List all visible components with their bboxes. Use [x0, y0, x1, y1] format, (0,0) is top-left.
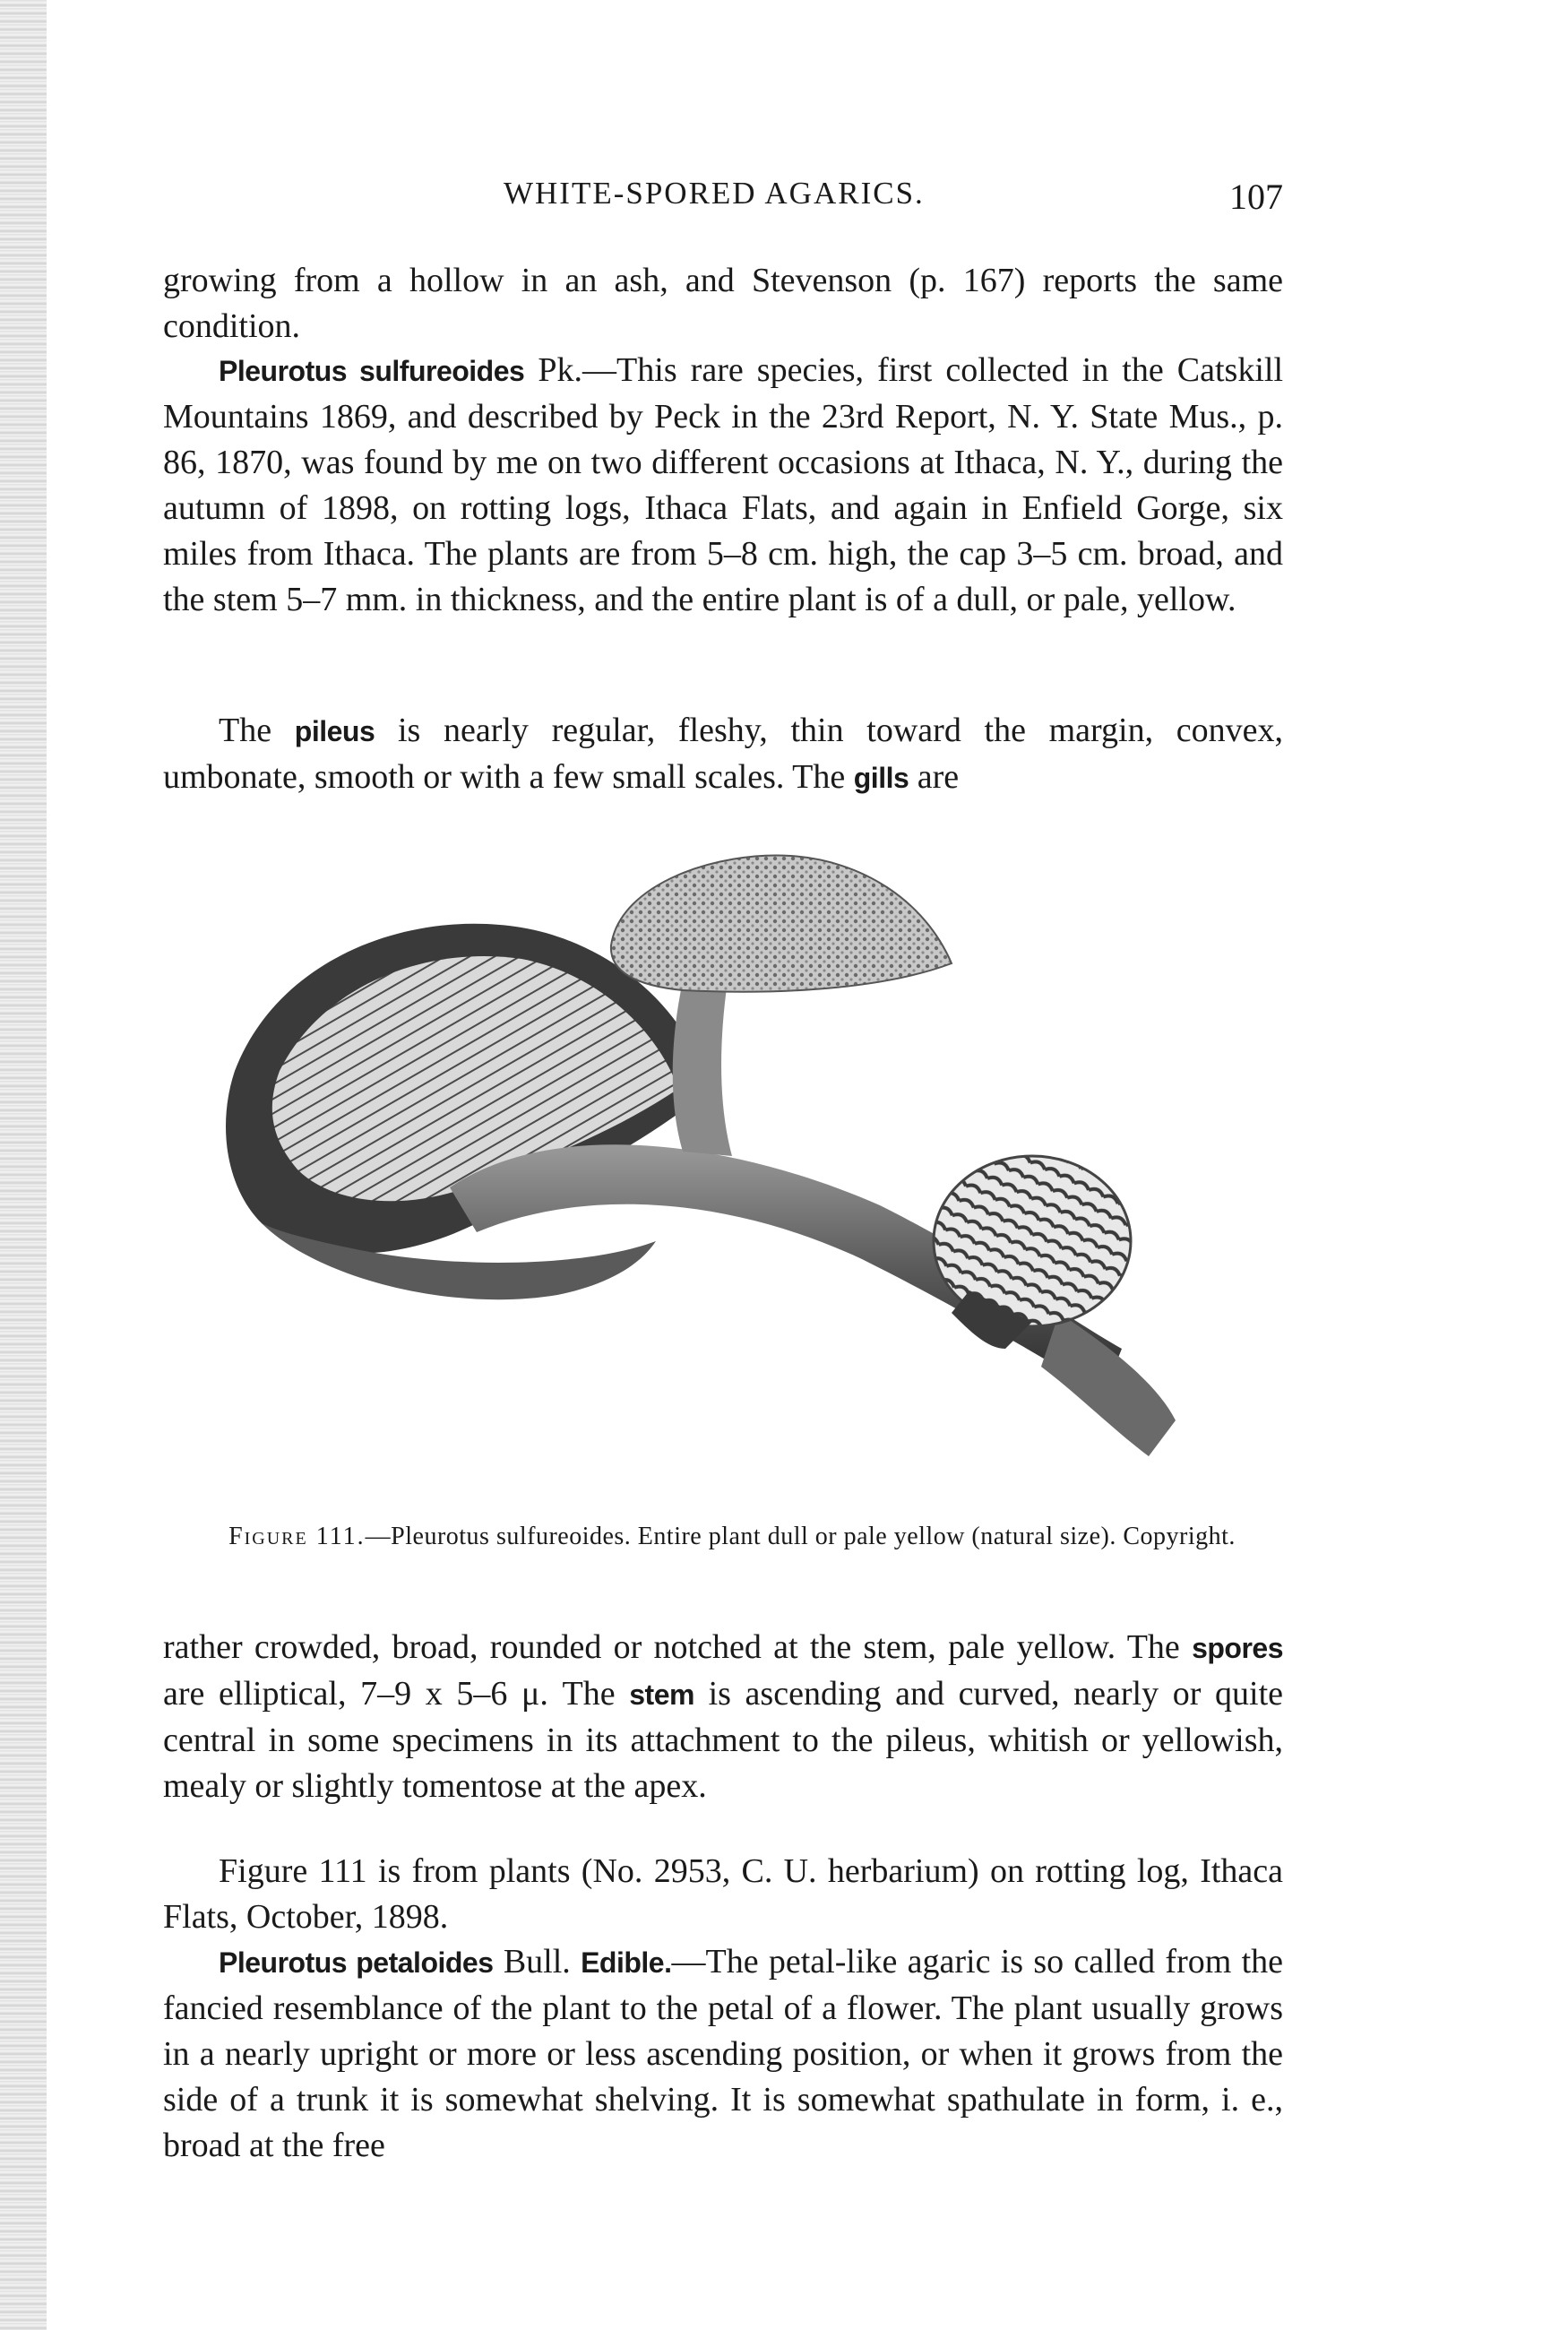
- term-spores: spores: [1192, 1632, 1283, 1664]
- paragraph-text: The: [219, 712, 295, 749]
- upright-stem: [673, 981, 732, 1156]
- paragraph-text: —The petal-like agaric is so called from the fancied resemblance of the plant to the petal of a flower. The plant usually grows in a nearly upright or more or less ascending position, or when it grows from the side of a trunk it is somewhat shelving. It is somewhat spathulate in form, i. e., broad at the free: [163, 1943, 1284, 2164]
- species-name: Pleurotus petaloides: [219, 1946, 494, 1979]
- paragraph-pileus: [163, 708, 1283, 801]
- term-stem: stem: [629, 1678, 694, 1711]
- species-name: Pleurotus sulfureoides: [219, 355, 525, 387]
- paragraph-text: Pk.—This rare species, first collected in the Catskill Mountains 1869, and described by Peck in the 23rd Report, N. Y. State Mus., p. 86, 1870, was found by me on two different occasions at Ithaca, N. Y., during the autumn of 1898, on rotting logs, Ithaca Flats, and again in Enfield Gorge, six miles from Ithaca. The plants are from 5–8 cm. high, the cap 3–5 cm. broad, and the stem 5–7 mm. in thickness, and the entire plant is of a dull, or pale, yellow.: [163, 351, 1284, 618]
- term-gills: gills: [853, 762, 909, 794]
- running-head-title: WHITE-SPORED AGARICS.: [504, 176, 925, 211]
- book-page: [154, 0, 1283, 2330]
- paragraph-text: growing from a hollow in an ash, and Stevenson (p. 167) reports the same condition.: [163, 262, 1283, 345]
- running-head: [154, 176, 1283, 229]
- paragraph-text: are: [909, 758, 960, 796]
- caption-text: —Pleurotus sulfureoides. Entire plant dull or pale yellow (natural size). Copyright.: [365, 1523, 1236, 1550]
- paragraph-sulfureoides-intro: [163, 348, 1283, 623]
- page-number: 107: [1229, 177, 1283, 217]
- paragraph-gills-spores-stem: [163, 1625, 1283, 1809]
- stem-base: [1041, 1313, 1176, 1456]
- paragraph-petaloides: [163, 1939, 1283, 2169]
- paragraph-text: is ascending and curved, nearly or quite central in some specimens in its attachment to the pileus, whitish or yellowish, mealy or slightly tomentose at the apex.: [163, 1675, 1283, 1805]
- paragraph-ash-hollow: [163, 258, 1283, 350]
- upright-cap: [611, 856, 952, 992]
- mushroom-illustration: [181, 847, 1283, 1492]
- paragraph-text: are elliptical, 7–9 x 5–6 μ. The: [163, 1675, 630, 1713]
- edible-label: Edible.: [581, 1946, 672, 1979]
- figure-label: Figure 111.: [228, 1523, 366, 1550]
- paragraph-text: Bull.: [493, 1943, 582, 1980]
- figure-caption: [181, 1521, 1283, 1553]
- paragraph-text: is nearly regular, fleshy, thin toward the margin, convex, umbonate, smooth or with a few small scales. The: [163, 712, 1284, 796]
- paragraph-text: Figure 111 is from plants (No. 2953, C. U. herbarium) on rotting log, Ithaca Flats, October, 1898.: [163, 1852, 1283, 1936]
- scanned-page-edge: [0, 0, 47, 2330]
- mushroom-drawing: [181, 847, 1283, 1492]
- paragraph-figure-source: [163, 1849, 1283, 1940]
- paragraph-text: rather crowded, broad, rounded or notched at the stem, pale yellow. The: [163, 1628, 1193, 1666]
- term-pileus: pileus: [294, 715, 375, 747]
